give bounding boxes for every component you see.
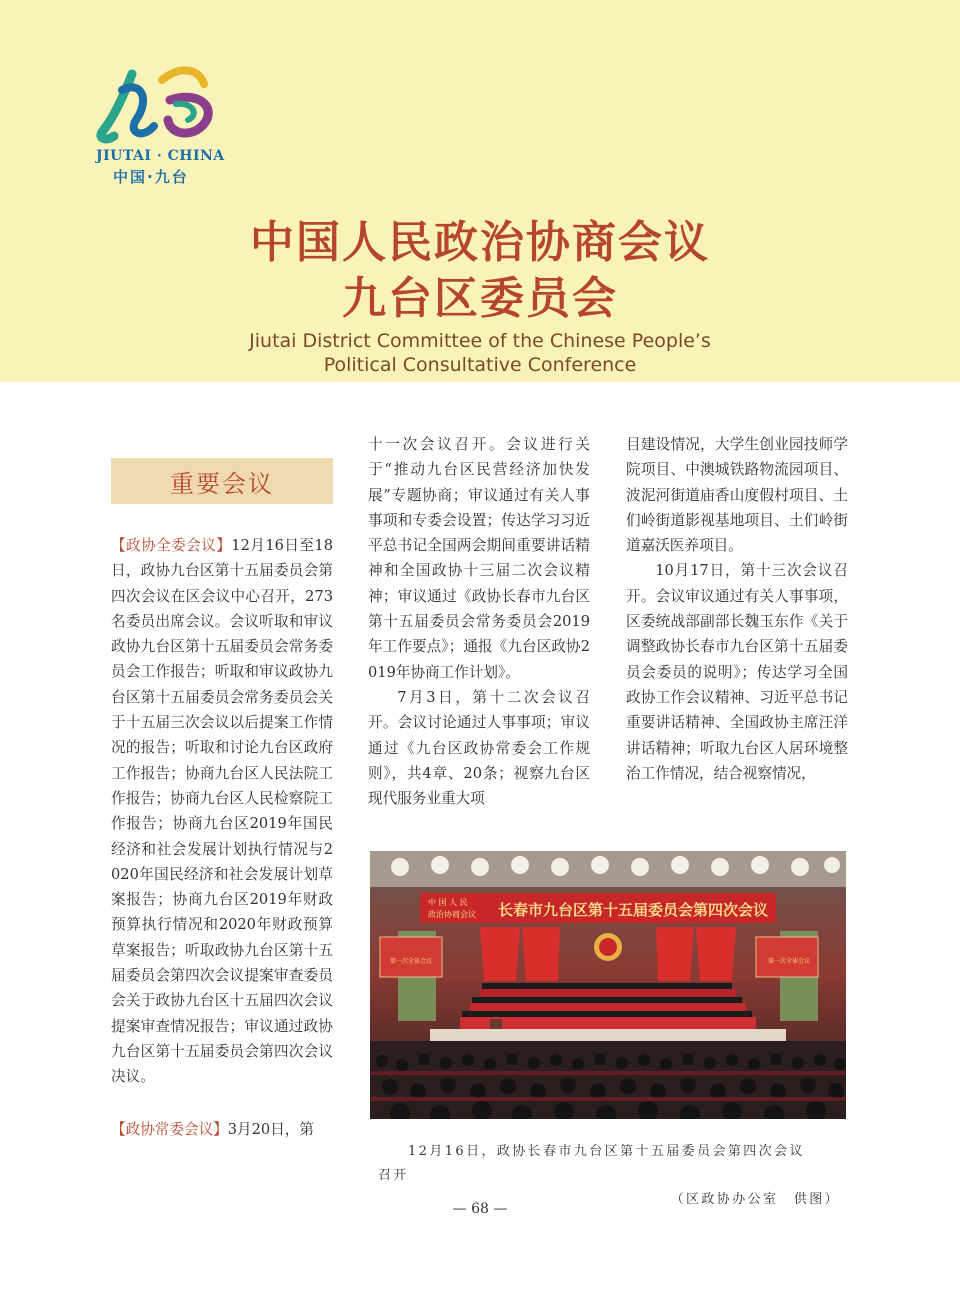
- paragraph-twelfth-meeting: 7月3日，第十二次会议召开。会议讨论通过人事事项；审议通过《九台区政协常委会工作规则》，共4章、20条；视察九台区现代服务业重大项: [368, 688, 590, 808]
- section-heading: [111, 458, 333, 504]
- plenary-text: 12月16日至18日，政协九台区第十五届委员会第四次会议在区会议中心召开，273名委员出席会议。会议听取和审议政协九台区第十五届委员会常务委员会工作报告；听取和审议政协九台区第十五届委员会常务委员会关于十五届三次会议以后提案工作情况的报告；听取和讨论九台区政府工作报告；协商九台区人民法院工作报告；协商九台区人民检察院工作报告；协商九台区2019年国民经济和社会发展计划执行情况与2020年国民经济和社会发展计划草案报告；协商九台区2019年财政预算执行情况和2020年财政预算草案报告；听取政协九台区第十五届委员会第四次会议提案审查委员会关于政协九台区十五届四次会议提案审查情况报告；审议通过政协九台区第十五届委员会第四次会议决议。: [111, 537, 333, 1086]
- text-column-2: [368, 432, 590, 811]
- tag-plenary: 【政协全委会议】: [111, 537, 232, 554]
- paragraph-eleventh-meeting: 十一次会议召开。会议进行关于“推动九台区民营经济加快发展”专题协商；审议通过有关人事事项和专委会设置；传达学习习近平总书记全国两会期间重要讲话精神和全国政协十三届二次会议精神；审议通过《政协长春市九台区第十五届委员会常务委员会2019年工作要点》；通报《九台区政协2019年协商工作计划》。: [368, 436, 590, 681]
- standing-text: 3月20日，第: [227, 1120, 314, 1138]
- screen-right-text: 第一次全体会议: [768, 958, 811, 965]
- banner-small-text-1: 中 国 人 民: [428, 898, 468, 907]
- paragraph-project-list: 目建设情况，大学生创业园技师学院项目、中澳城铁路物流园项目、波泥河街道庙香山度假村项目、土们岭街道影视基地项目、土们岭街道嘉沃医养项目。: [626, 436, 848, 555]
- text-column-3: [626, 432, 848, 786]
- logo-chinese: 中国·九台: [113, 168, 189, 186]
- page-subtitle-line1: Jiutai District Committee of the Chinese People’s: [249, 330, 711, 352]
- paragraph-standing: [111, 1117, 333, 1142]
- header-band: [0, 0, 960, 382]
- logo-english: JIUTAI · CHINA: [96, 148, 225, 164]
- text-column-1: [111, 533, 333, 1142]
- meeting-photo: [370, 851, 846, 1119]
- paragraph-plenary: [111, 533, 333, 1090]
- section-heading-label: 重要会议: [170, 469, 274, 498]
- page-title-line1: 中国人民政治协商会议: [250, 217, 710, 268]
- page-title-line2: 九台区委员会: [342, 273, 618, 324]
- page-subtitle-line2: Political Consultative Conference: [323, 354, 637, 376]
- meeting-hall-illustration: [370, 851, 846, 1119]
- screen-left-text: 第一次全体会议: [390, 958, 433, 965]
- caption-credit: （区政协办公室 供图）: [670, 1192, 840, 1207]
- page-number: — 68 —: [452, 1201, 508, 1217]
- tag-standing: 【政协常委会议】: [111, 1120, 228, 1138]
- banner-small-text-2: 政治协商会议: [428, 910, 476, 919]
- caption-line1: 12月16日，政协长春市九台区第十五届委员会第四次会议: [408, 1144, 805, 1159]
- banner-main-text: 长春市九台区第十五届委员会第四次会议: [498, 901, 769, 919]
- paragraph-thirteenth-meeting: 10月17日，第十三次会议召开。会议审议通过有关人事事项，区委统战部副部长魏玉东作《关于调整政协长春市九台区第十五届委员会委员的说明》；传达学习全国政协工作会议精神、习近平总书记重要讲话精神、全国政协主席汪洋讲话精神；听取九台区人居环境整治工作情况，结合视察情况，: [626, 562, 848, 782]
- caption-line2: 召开: [378, 1168, 409, 1183]
